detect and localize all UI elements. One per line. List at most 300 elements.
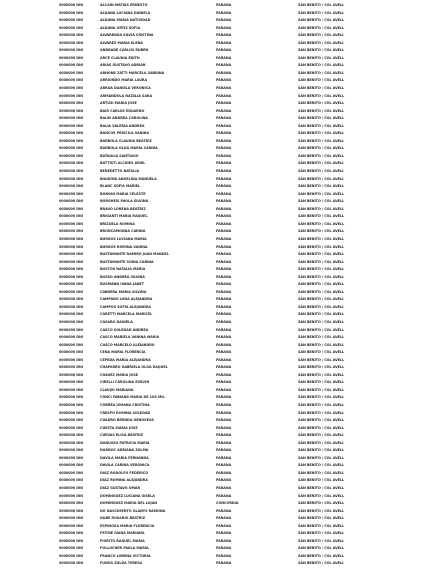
full-name-cell: CABRERA MARIA SILVINA [100,289,147,294]
full-name-cell: FEITNE IVANA MARIANA [100,531,145,536]
full-name-cell: CIRELLI CAROLINA EVELYN [100,380,150,385]
document-number-cell: 0000000 DNI [59,25,84,30]
city-column [216,2,271,568]
address-cell: SAN BENITO / COL AVELL [298,123,345,128]
city-cell: PARANA [216,523,232,528]
full-name-cell: BURGOS ROMINA VANINA [100,244,148,249]
address-cell: SAN BENITO / COL AVELL [298,169,345,174]
city-cell: PARANA [216,327,232,332]
full-name-cell: CARETTI MARCELA MARICEL [100,312,153,317]
document-number-cell: 0000000 DNI [59,425,84,430]
address-cell: SAN BENITO / COL AVELL [298,546,345,551]
address-cell: SAN BENITO / COL AVELL [298,380,345,385]
city-cell: PARANA [216,365,232,370]
full-name-cell: CEPEDA MARIA ALEJANDRA [100,357,151,362]
address-cell: SAN BENITO / COL AVELL [298,470,345,475]
city-cell: PARANA [216,448,232,453]
document-number-cell: 0000000 DNI [59,516,84,521]
address-cell: SAN BENITO / COL AVELL [298,516,345,521]
city-cell: PARANA [216,236,232,241]
city-cell: PARANA [216,244,232,249]
address-cell: SAN BENITO / COL AVELL [298,455,345,460]
document-number-cell: 0000000 DNI [59,153,84,158]
full-name-cell: CAMPANO LIDIA ALEJANDRA [100,297,153,302]
address-cell: SAN BENITO / COL AVELL [298,274,345,279]
address-cell: SAN BENITO / COL AVELL [298,538,345,543]
city-cell: PARANA [216,274,232,279]
city-cell: PARANA [216,93,232,98]
document-number-cell: 0000000 DNI [59,259,84,264]
document-number-cell: 0000000 DNI [59,523,84,528]
full-name-cell: ALCAIN MATIAS ERNESTO [100,3,148,7]
document-number-cell: 0000000 DNI [59,244,84,249]
city-cell: CONCORDIA [216,501,239,506]
address-cell: SAN BENITO / COL AVELL [298,48,345,53]
document-number-cell: 0000000 DNI [59,553,84,558]
city-cell: PARANA [216,433,232,438]
document-number-cell: 0000000 DNI [59,312,84,317]
document-number-cell: 0000000 DNI [59,282,84,287]
city-cell: PARANA [216,161,232,166]
address-cell: SAN BENITO / COL AVELL [298,191,345,196]
city-cell: PARANA [216,357,232,362]
full-name-cell: DIAZ ROMINA ALEJANDRA [100,478,148,483]
address-cell: SAN BENITO / COL AVELL [298,304,345,309]
city-cell: PARANA [216,312,232,317]
document-number-cell: 0000000 DNI [59,252,84,257]
city-cell: PARANA [216,516,232,521]
address-cell: SAN BENITO / COL AVELL [298,486,345,490]
document-number-cell: 0000000 DNI [59,123,84,128]
document-number-cell: 0000000 DNI [59,402,84,407]
city-cell: PARANA [216,463,232,468]
document-number-cell: 0000000 DNI [59,546,84,551]
document-number-cell: 0000000 DNI [59,138,84,143]
city-cell: PARANA [216,33,232,38]
full-name-cell: BATAGLIA SANTIAGO [100,153,139,158]
full-name-cell: CASCO SOLEDAD ANDREA [100,327,149,332]
document-number-cell: 0000000 DNI [59,463,84,468]
city-cell: PARANA [216,3,232,7]
full-name-cell: DIAZ GUSTAVO OMAR [100,486,141,490]
address-cell: SAN BENITO / COL AVELL [298,161,345,166]
full-name-cell: BORGHESI PAOLA SILVINA [100,199,149,204]
full-name-column [100,2,198,568]
document-number-cell: 0000000 DNI [59,350,84,355]
full-name-cell: ARIAS GUSTAVO ADRIAN [100,63,146,68]
full-name-cell: FUNOS ZULDA TERESA [100,561,143,566]
document-number-cell: 0000000 DNI [59,206,84,211]
city-cell: PARANA [216,478,232,483]
city-cell: PARANA [216,229,232,234]
address-cell: SAN BENITO / COL AVELL [298,553,345,558]
full-name-cell: BRIZUELA ROMINA [100,221,135,226]
document-number-cell: 0000000 DNI [59,48,84,53]
city-cell: PARANA [216,297,232,302]
document-number-cell: 0000000 DNI [59,531,84,536]
full-name-cell: BUSTAMANTE SONIA CARINA [100,259,154,264]
full-name-cell: CAMPOS SOFIA ALEJANDRA [100,304,151,309]
full-name-cell: FIORITO RAQUEL MARIA [100,538,145,543]
city-cell: PARANA [216,508,232,513]
city-cell: PARANA [216,70,232,75]
full-name-cell: DOMINGUEZ MARIA DEL LUJAN [100,501,158,506]
full-name-cell: BRIGANTI MARIA RAQUEL [100,214,148,219]
city-cell: PARANA [216,206,232,211]
document-number-cell: 0000000 DNI [59,433,84,438]
address-cell: SAN BENITO / COL AVELL [298,297,345,302]
address-cell: SAN BENITO / COL AVELL [298,131,345,136]
document-number-cell: 0000000 DNI [59,372,84,377]
address-cell: SAN BENITO / COL AVELL [298,410,345,415]
full-name-cell: CASCO MARIELA VANINA MARIA [100,335,160,340]
city-cell: PARANA [216,350,232,355]
city-cell: PARANA [216,425,232,430]
full-name-cell: FRANCO LORENA VICTORIA [100,553,151,558]
document-number-cell: 0000000 DNI [59,86,84,91]
document-number-cell: 0000000 DNI [59,440,84,445]
city-cell: PARANA [216,25,232,30]
city-cell: PARANA [216,387,232,392]
document-number-cell: 0000000 DNI [59,410,84,415]
city-cell: PARANA [216,221,232,226]
city-cell: PARANA [216,372,232,377]
document-number-cell: 0000000 DNI [59,108,84,113]
address-cell: SAN BENITO / COL AVELL [298,40,345,45]
document-number-cell: 0000000 DNI [59,319,84,324]
document-number-cell: 0000000 DNI [59,380,84,385]
full-name-cell: BUSTAMANTE RAMIRO JUAN MANUEL [100,252,169,257]
city-cell: PARANA [216,410,232,415]
full-name-cell: BONONI MARIA CELESTE [100,191,146,196]
city-cell: PARANA [216,418,232,423]
city-cell: PARANA [216,319,232,324]
address-cell: SAN BENITO / COL AVELL [298,312,345,317]
city-cell: PARANA [216,342,232,347]
document-number-cell: 0000000 DNI [59,561,84,566]
full-name-cell: ARTUSI MARIA JOSE [100,101,137,106]
city-cell: PARANA [216,402,232,407]
document-number-cell: 0000000 DNI [59,146,84,151]
full-name-cell: ALDANA ORTIZ SOFIA [100,25,141,30]
address-cell: SAN BENITO / COL AVELL [298,78,345,83]
city-cell: PARANA [216,214,232,219]
address-cell: SAN BENITO / COL AVELL [298,55,345,60]
full-name-cell: BLANC SOFIA MARIEL [100,184,141,189]
full-name-cell: BARBOLA OLGA MARIA CARINA [100,146,158,151]
address-cell: SAN BENITO / COL AVELL [298,508,345,513]
address-cell: SAN BENITO / COL AVELL [298,448,345,453]
address-cell: SAN BENITO / COL AVELL [298,138,345,143]
full-name-cell: CORREA JOHANA CRISTINA [100,402,150,407]
full-name-cell: DIAZ RODOLFO FEDERICO [100,470,149,475]
address-cell: SAN BENITO / COL AVELL [298,267,345,272]
city-cell: PARANA [216,267,232,272]
document-number-cell: 0000000 DNI [59,214,84,219]
document-number-cell: 0000000 DNI [59,304,84,309]
address-cell: SAN BENITO / COL AVELL [298,101,345,106]
document-number-cell: 0000000 DNI [59,10,84,15]
document-number-cell: 0000000 DNI [59,538,84,543]
full-name-cell: DAVILA MARIA FERNANDA [100,455,149,460]
address-cell: SAN BENITO / COL AVELL [298,116,345,121]
city-cell: PARANA [216,191,232,196]
address-cell: SAN BENITO / COL AVELL [298,33,345,38]
address-cell: SAN BENITO / COL AVELL [298,176,345,181]
document-number-cell: 0000000 DNI [59,395,84,400]
full-name-cell: ARRUA DANIELA VERONICA [100,86,151,91]
address-cell: SAN BENITO / COL AVELL [298,282,345,287]
address-cell: SAN BENITO / COL AVELL [298,93,345,98]
full-name-cell: BUSMANN IVANA JANET [100,282,144,287]
full-name-cell: CUADRO BRENDA GENOVEVA [100,418,154,423]
address-cell: SAN BENITO / COL AVELL [298,523,345,528]
full-name-cell: DARDOC ADRIANA ZULMA [100,448,149,453]
document-number-cell: 0000000 DNI [59,3,84,7]
full-name-cell: FOLLOCHER PAULA MARIA [100,546,149,551]
full-name-cell: ARNONE ZATTI MARCELA SABRINA [100,70,165,75]
city-cell: PARANA [216,470,232,475]
address-cell: SAN BENITO / COL AVELL [298,63,345,68]
full-name-cell: CASCO MARCELO ALEJANDRO [100,342,155,347]
address-cell: SAN BENITO / COL AVELL [298,493,345,498]
full-name-cell: CRESPO ROMINA SOLEDAD [100,410,151,415]
full-name-cell: BURGOS LUCIANA MARIA [100,236,147,241]
city-cell: PARANA [216,440,232,445]
full-name-cell: CUESTA MARIA JOSE [100,425,138,430]
document-number-cell: 0000000 DNI [59,55,84,60]
full-name-cell: DO NASCIMENTO GLADYS RAMONA [100,508,166,513]
city-cell: PARANA [216,108,232,113]
document-number-cell: 0000000 DNI [59,486,84,490]
document-number-cell: 0000000 DNI [59,448,84,453]
city-cell: PARANA [216,101,232,106]
city-cell: PARANA [216,131,232,136]
city-cell: PARANA [216,486,232,490]
city-cell: PARANA [216,546,232,551]
address-cell: SAN BENITO / COL AVELL [298,184,345,189]
full-name-cell: ALVARENGA SILVIA CRISTINA [100,33,154,38]
address-cell: SAN BENITO / COL AVELL [298,199,345,204]
city-cell: PARANA [216,146,232,151]
full-name-cell: DAVILA CARINA VERONICA [100,463,150,468]
full-name-cell: BUSTOS NATALIA MARIA [100,267,146,272]
full-name-cell: BAIR CARLOS EDUARDO [100,108,145,113]
city-cell: PARANA [216,259,232,264]
document-number-cell: 0000000 DNI [59,478,84,483]
address-cell: SAN BENITO / COL AVELL [298,372,345,377]
city-cell: PARANA [216,138,232,143]
document-number-cell: 0000000 DNI [59,365,84,370]
address-cell: SAN BENITO / COL AVELL [298,433,345,438]
full-name-cell: CHAPARRO GABRIELA OLGA RAQUEL [100,365,168,370]
full-name-cell: BRONCAMONDA CARINA [100,229,146,234]
full-name-cell: ALVAREZ MARIA ELENA [100,40,143,45]
address-cell: SAN BENITO / COL AVELL [298,327,345,332]
document-number-cell: 0000000 DNI [59,501,84,506]
address-cell: SAN BENITO / COL AVELL [298,108,345,113]
document-number-cell: 0000000 DNI [59,169,84,174]
address-cell: SAN BENITO / COL AVELL [298,206,345,211]
document-number-cell: 0000000 DNI [59,78,84,83]
city-cell: PARANA [216,335,232,340]
address-cell: SAN BENITO / COL AVELL [298,402,345,407]
document-number-cell: 0000000 DNI [59,342,84,347]
document-number-cell: 0000000 DNI [59,33,84,38]
document-number-cell: 0000000 DNI [59,274,84,279]
city-cell: PARANA [216,493,232,498]
document-number-cell: 0000000 DNI [59,297,84,302]
full-name-cell: CONCI FABIANA MARIA DE LOS MIL [100,395,165,400]
address-cell: SAN BENITO / COL AVELL [298,25,345,30]
address-cell: SAN BENITO / COL AVELL [298,335,345,340]
city-cell: PARANA [216,55,232,60]
address-cell: SAN BENITO / COL AVELL [298,229,345,234]
city-cell: PARANA [216,531,232,536]
document-number-cell: 0000000 DNI [59,40,84,45]
document-number-cell: 0000000 DNI [59,493,84,498]
address-cell: SAN BENITO / COL AVELL [298,70,345,75]
document-number-cell: 0000000 DNI [59,70,84,75]
address-cell: SAN BENITO / COL AVELL [298,221,345,226]
document-number-cell: 0000000 DNI [59,455,84,460]
address-cell: SAN BENITO / COL AVELL [298,531,345,536]
address-cell: SAN BENITO / COL AVELL [298,387,345,392]
city-cell: PARANA [216,184,232,189]
full-name-cell: DOMINGUEZ LUCIANA GISELA [100,493,155,498]
address-cell: SAN BENITO / COL AVELL [298,236,345,241]
full-name-cell: BUSSO ANDREA SILVINA [100,274,145,279]
address-cell: SAN BENITO / COL AVELL [298,86,345,91]
document-number-cell: 0000000 DNI [59,191,84,196]
address-column [298,2,378,568]
city-cell: PARANA [216,455,232,460]
address-cell: SAN BENITO / COL AVELL [298,350,345,355]
address-cell: SAN BENITO / COL AVELL [298,259,345,264]
address-cell: SAN BENITO / COL AVELL [298,18,345,23]
document-number-cell: 0000000 DNI [59,176,84,181]
document-number-cell: 0000000 DNI [59,18,84,23]
full-name-cell: CENA MARIA FLORENCIA [100,350,146,355]
document-number-cell: 0000000 DNI [59,116,84,121]
city-cell: PARANA [216,63,232,68]
document-number-cell: 0000000 DNI [59,387,84,392]
document-number-cell: 0000000 DNI [59,221,84,226]
city-cell: PARANA [216,153,232,158]
full-name-cell: BALIA VALERIA ANDREA [100,123,145,128]
address-cell: SAN BENITO / COL AVELL [298,3,345,7]
city-cell: PARANA [216,561,232,566]
full-name-cell: BENEDETTO NATALIA [100,169,140,174]
full-name-cell: CLAVIJO MARIANA [100,387,134,392]
city-cell: PARANA [216,176,232,181]
address-cell: SAN BENITO / COL AVELL [298,478,345,483]
full-name-cell: BARBOLA CLAUDIA BEATRIZ [100,138,152,143]
address-cell: SAN BENITO / COL AVELL [298,365,345,370]
address-cell: SAN BENITO / COL AVELL [298,561,345,566]
city-cell: PARANA [216,553,232,558]
city-cell: PARANA [216,380,232,385]
document-number-cell: 0000000 DNI [59,267,84,272]
document-number-cell: 0000000 DNI [59,63,84,68]
document-number-cell: 0000000 DNI [59,327,84,332]
full-name-cell: DANUSSO PATRICIA MARIA [100,440,150,445]
city-cell: PARANA [216,304,232,309]
city-cell: PARANA [216,78,232,83]
address-cell: SAN BENITO / COL AVELL [298,146,345,151]
address-cell: SAN BENITO / COL AVELL [298,153,345,158]
document-number-cell: 0000000 DNI [59,229,84,234]
city-cell: PARANA [216,18,232,23]
address-cell: SAN BENITO / COL AVELL [298,244,345,249]
city-cell: PARANA [216,169,232,174]
city-cell: PARANA [216,10,232,15]
full-name-cell: CHAVEZ MARIA JOSE [100,372,139,377]
address-cell: SAN BENITO / COL AVELL [298,214,345,219]
full-name-cell: ALDANA LUCIANA DANIELA [100,10,151,15]
document-number-cell: 0000000 DNI [59,357,84,362]
city-cell: PARANA [216,289,232,294]
city-cell: PARANA [216,86,232,91]
full-name-cell: ARMANDOLA NATALIA SARA [100,93,153,98]
document-number-cell: 0000000 DNI [59,335,84,340]
address-cell: SAN BENITO / COL AVELL [298,501,345,506]
document-number-cell: 0000000 DNI [59,236,84,241]
city-cell: PARANA [216,48,232,53]
full-name-cell: CASARO DANIELA [100,319,133,324]
full-name-cell: BRAVO LORENA BEATRIZ [100,206,146,211]
address-cell: SAN BENITO / COL AVELL [298,342,345,347]
address-cell: SAN BENITO / COL AVELL [298,440,345,445]
document-number-cell: 0000000 DNI [59,101,84,106]
document-number-cell: 0000000 DNI [59,470,84,475]
city-cell: PARANA [216,123,232,128]
city-cell: PARANA [216,199,232,204]
document-number-cell: 0000000 DNI [59,289,84,294]
city-cell: PARANA [216,282,232,287]
full-name-cell: CUEVAS ELISA BEATRIZ [100,433,144,438]
city-cell: PARANA [216,538,232,543]
document-number-cell: 0000000 DNI [59,508,84,513]
address-cell: SAN BENITO / COL AVELL [298,289,345,294]
address-cell: SAN BENITO / COL AVELL [298,319,345,324]
document-number-cell: 0000000 DNI [59,131,84,136]
address-cell: SAN BENITO / COL AVELL [298,425,345,430]
full-name-cell: ARCE CLAUDIA EDITH [100,55,140,60]
full-name-cell: BALBI ANDREA CAROLINA [100,116,148,121]
document-number-column [59,2,93,568]
document-number-cell: 0000000 DNI [59,184,84,189]
full-name-cell: ESPINOSA MARIA FLORENCIA [100,523,155,528]
address-cell: SAN BENITO / COL AVELL [298,252,345,257]
address-cell: SAN BENITO / COL AVELL [298,357,345,362]
full-name-cell: ARRIONDO MARIA LAURA [100,78,148,83]
address-cell: SAN BENITO / COL AVELL [298,463,345,468]
city-cell: PARANA [216,40,232,45]
document-number-cell: 0000000 DNI [59,93,84,98]
full-name-cell: BATTISTI ALCIDES ARIEL [100,161,146,166]
document-number-cell: 0000000 DNI [59,199,84,204]
document-number-cell: 0000000 DNI [59,418,84,423]
address-cell: SAN BENITO / COL AVELL [298,10,345,15]
full-name-cell: BIAGIONI ANGELINA MANUELA [100,176,157,181]
city-cell: PARANA [216,252,232,257]
full-name-cell: ALDANA MARIA NATIVIDAD [100,18,151,23]
full-name-cell: ANDRADE CARLOS RUBEN [100,48,149,53]
address-cell: SAN BENITO / COL AVELL [298,418,345,423]
document-number-cell: 0000000 DNI [59,161,84,166]
full-name-cell: DUBE ROSARIO BEATRIZ [100,516,146,521]
